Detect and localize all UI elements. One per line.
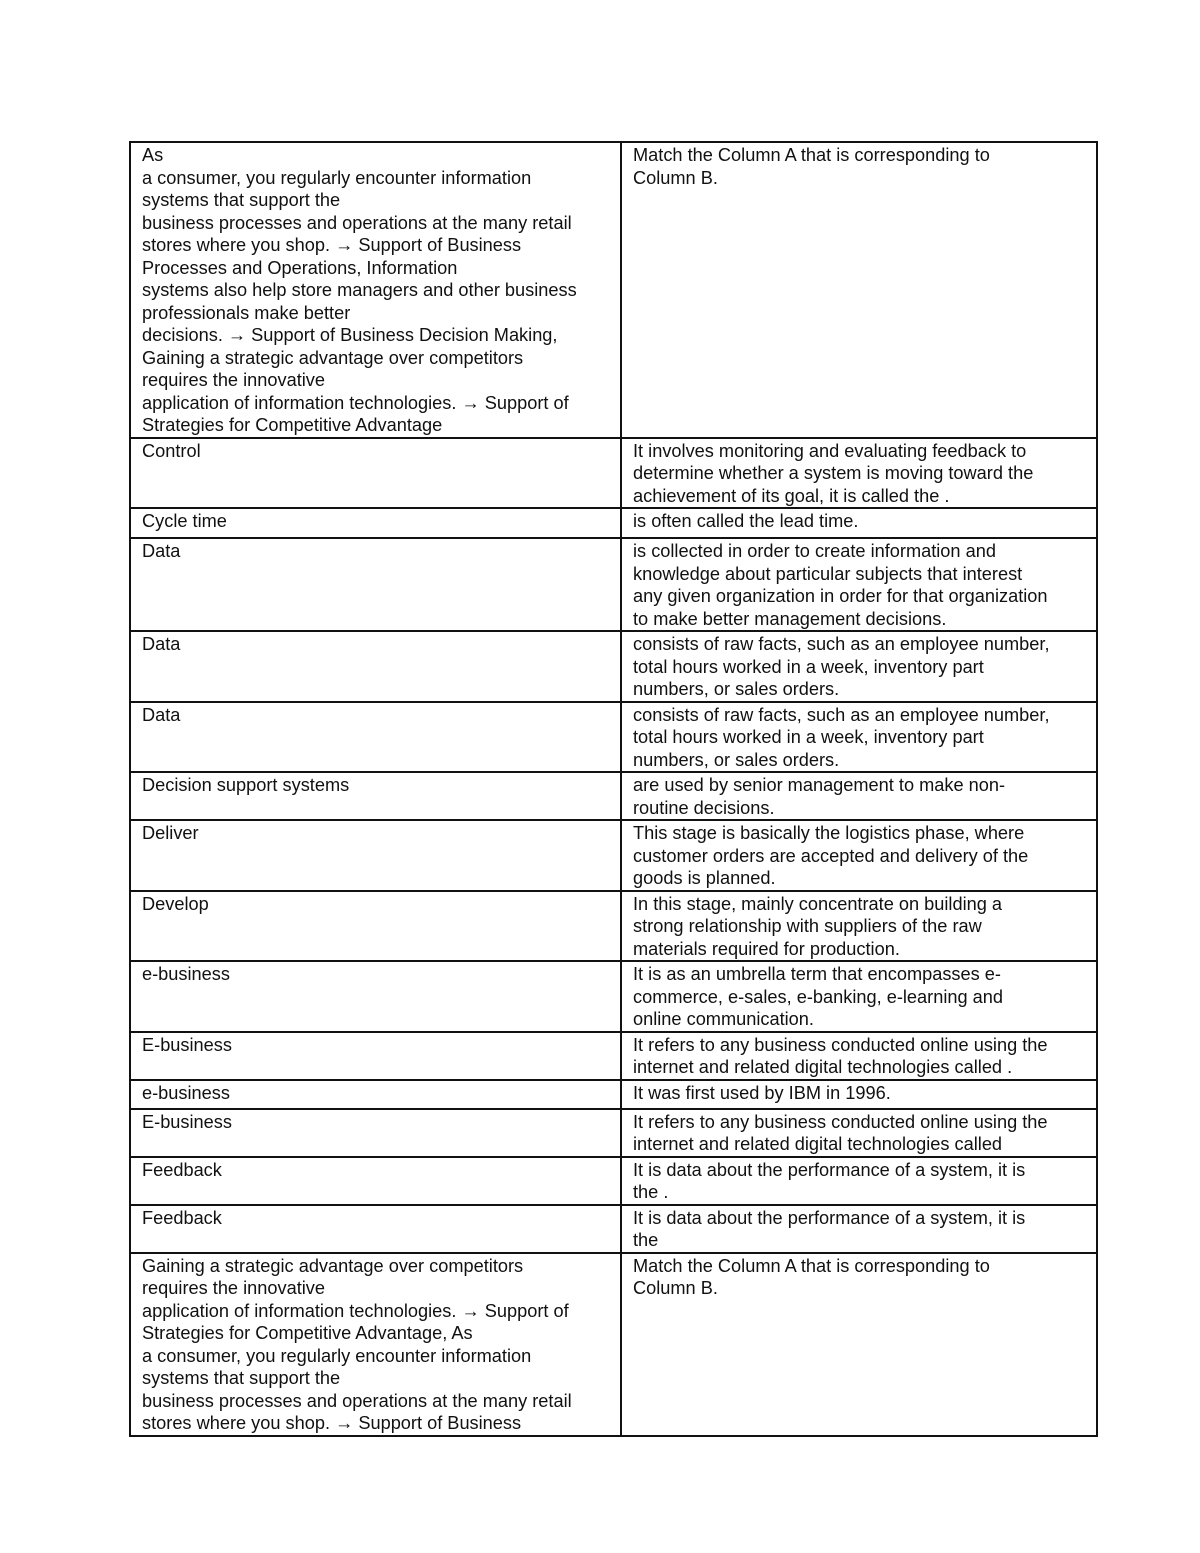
definition-cell: It involves monitoring and evaluating feedback to determine whether a system is moving toward the achievement of its goal, it is called the . <box>621 438 1097 509</box>
term-cell: Feedback <box>130 1205 621 1253</box>
definition-cell: are used by senior management to make non- routine decisions. <box>621 772 1097 820</box>
term-cell: Develop <box>130 891 621 962</box>
definition-cell: consists of raw facts, such as an employee number, total hours worked in a week, inventory part numbers, or sales orders. <box>621 702 1097 773</box>
definition-cell: In this stage, mainly concentrate on building a strong relationship with suppliers of the raw materials required for production. <box>621 891 1097 962</box>
definition-cell: Match the Column A that is corresponding to Column B. <box>621 142 1097 438</box>
term-cell: Data <box>130 538 621 631</box>
term-cell: Data <box>130 702 621 773</box>
table-row <box>130 438 1097 509</box>
definition-cell: This stage is basically the logistics phase, where customer orders are accepted and delivery of the goods is planned. <box>621 820 1097 891</box>
term-cell: Control <box>130 438 621 509</box>
definition-cell: is often called the lead time. <box>621 508 1097 538</box>
term-cell: e-business <box>130 961 621 1032</box>
definition-cell: It refers to any business conducted online using the internet and related digital technologies called <box>621 1109 1097 1157</box>
term-cell: E-business <box>130 1109 621 1157</box>
table-row <box>130 961 1097 1032</box>
definition-cell: It was first used by IBM in 1996. <box>621 1080 1097 1109</box>
table-row <box>130 891 1097 962</box>
table-row <box>130 1032 1097 1080</box>
definition-cell: It refers to any business conducted online using the internet and related digital technologies called . <box>621 1032 1097 1080</box>
definition-cell: It is data about the performance of a system, it is the . <box>621 1157 1097 1205</box>
term-cell: Data <box>130 631 621 702</box>
term-cell: Feedback <box>130 1157 621 1205</box>
table-row <box>130 631 1097 702</box>
term-cell: E-business <box>130 1032 621 1080</box>
matching-table <box>129 141 1098 1437</box>
table-row <box>130 1080 1097 1109</box>
table-row <box>130 1157 1097 1205</box>
term-cell: Decision support systems <box>130 772 621 820</box>
table-row <box>130 1253 1097 1436</box>
table-row <box>130 508 1097 538</box>
term-cell: Cycle time <box>130 508 621 538</box>
definition-cell: It is as an umbrella term that encompasses e- commerce, e-sales, e-banking, e-learning and online communication. <box>621 961 1097 1032</box>
table-row <box>130 142 1097 438</box>
definition-cell: Match the Column A that is corresponding to Column B. <box>621 1253 1097 1436</box>
term-cell: e-business <box>130 1080 621 1109</box>
term-cell: Gaining a strategic advantage over competitors requires the innovative application of information technologies. → Support of Strategies for Competitive Advantage, As a consumer, you regularly encounter information systems that support the business processes and operations at the many retail stores where you shop. → Support of Business <box>130 1253 621 1436</box>
table-row <box>130 538 1097 631</box>
table-row <box>130 820 1097 891</box>
definition-cell: It is data about the performance of a system, it is the <box>621 1205 1097 1253</box>
term-cell: Deliver <box>130 820 621 891</box>
table-row <box>130 702 1097 773</box>
definition-cell: is collected in order to create information and knowledge about particular subjects that interest any given organization in order for that organization to make better management decisions. <box>621 538 1097 631</box>
table-row <box>130 1205 1097 1253</box>
table-row <box>130 1109 1097 1157</box>
term-cell: As a consumer, you regularly encounter information systems that support the business processes and operations at the many retail stores where you shop. → Support of Business Processes and Operations, Information systems also help store managers and other business professionals make better decisions. → Support of Business Decision Making, Gaining a strategic advantage over competitors requires the innovative application of information technologies. → Support of Strategies for Competitive Advantage <box>130 142 621 438</box>
definition-cell: consists of raw facts, such as an employee number, total hours worked in a week, inventory part numbers, or sales orders. <box>621 631 1097 702</box>
table-row <box>130 772 1097 820</box>
